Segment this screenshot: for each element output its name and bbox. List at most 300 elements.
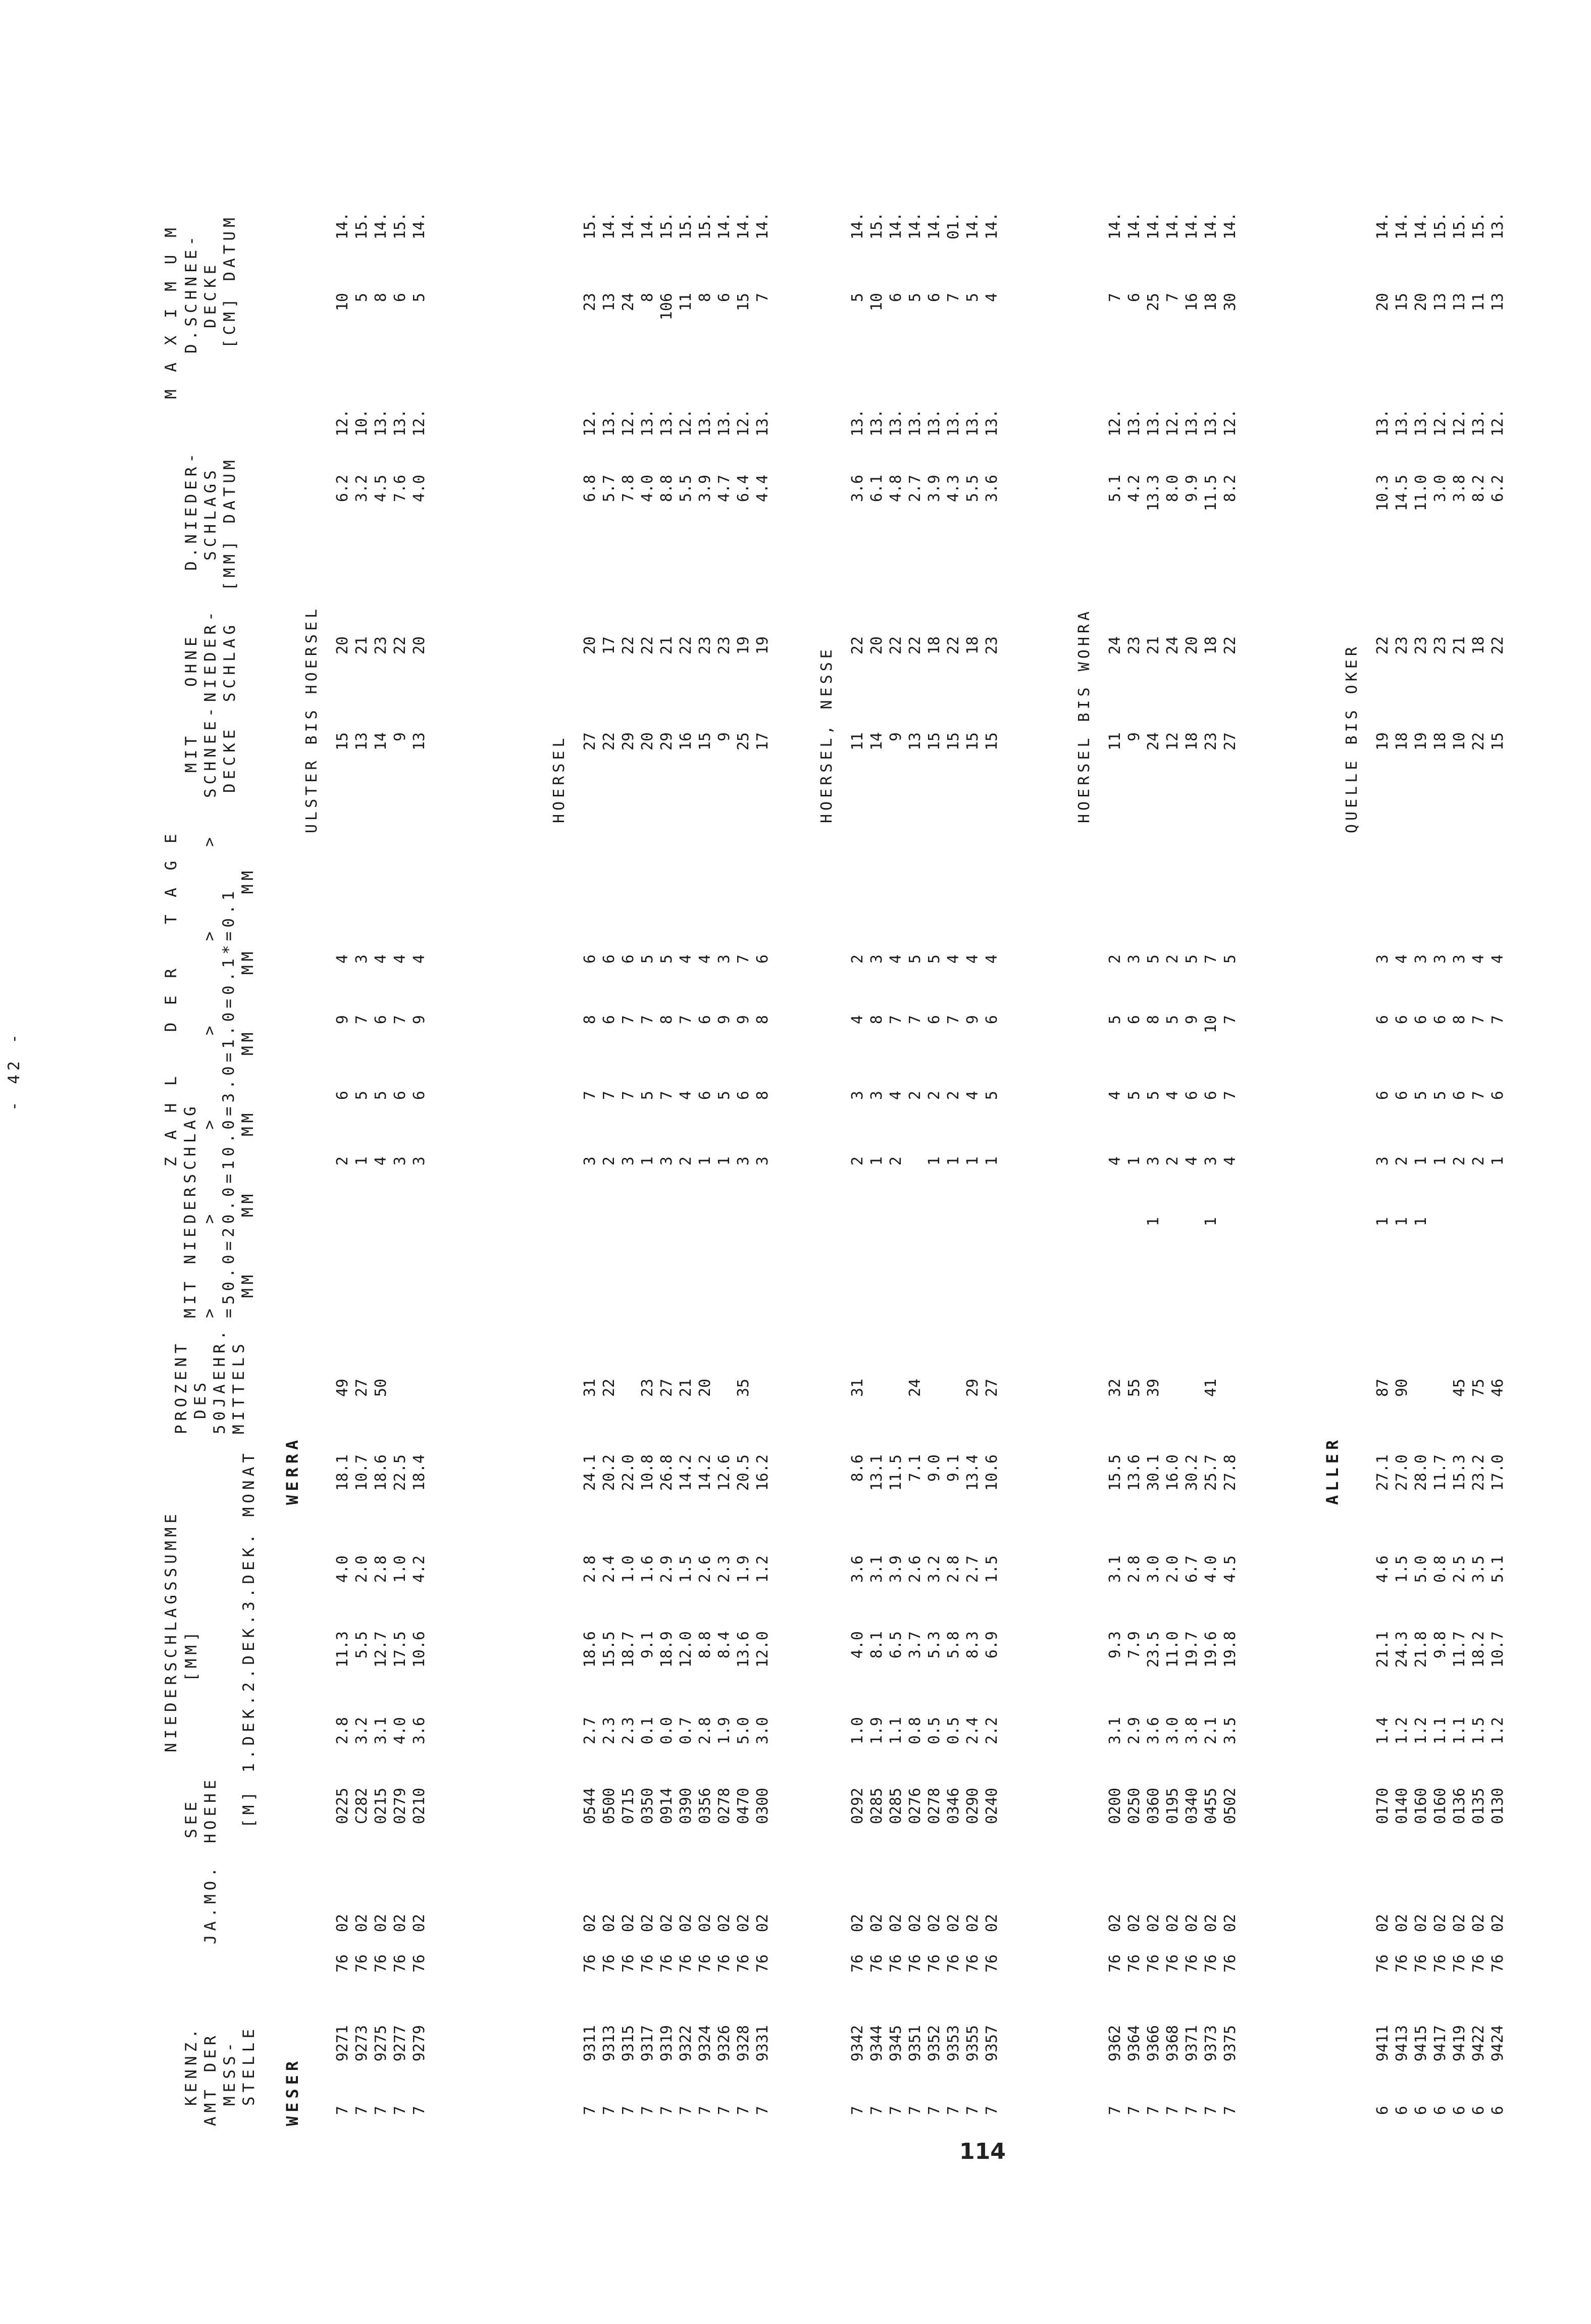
- table-row: [734, 25, 753, 2136]
- cell-c10: 2: [1393, 1156, 1411, 1166]
- cell-mo: 02: [1451, 1914, 1468, 1933]
- max-schnee-3: [CM] DATUM: [221, 214, 239, 348]
- cell-m: 28.0: [1412, 1454, 1430, 1491]
- cell-mx: 6.4: [735, 475, 752, 502]
- cell-amt: 7: [926, 2106, 943, 2115]
- cell-amt: 6: [1412, 2106, 1430, 2115]
- cell-h: 0278: [926, 1788, 943, 1825]
- cell-mx: 3.6: [849, 475, 866, 502]
- cell-mx: 7.6: [391, 475, 409, 502]
- cell-m: 13.6: [1125, 1454, 1143, 1491]
- cell-c10: 3: [1202, 1156, 1220, 1166]
- cell-d1: 0.0: [658, 1717, 676, 1745]
- cell-c3: 6: [391, 1091, 409, 1100]
- cell-id: 9375: [1221, 2025, 1239, 2062]
- cell-mx: 3.2: [353, 475, 371, 502]
- cell-nosnow: 24: [1164, 636, 1182, 655]
- table-row: [581, 25, 600, 2136]
- cell-ja: 76: [334, 1954, 351, 1973]
- cell-nosnow: 22: [887, 636, 905, 655]
- cell-c3: 6: [1451, 1091, 1468, 1100]
- cell-p: 27: [658, 1379, 676, 1397]
- cell-c3: 6: [1393, 1091, 1411, 1100]
- cell-c01: 4: [945, 954, 962, 964]
- table-row: [848, 25, 867, 2136]
- cell-c01: 7: [735, 954, 752, 964]
- prozent-line-4: MITTELS: [230, 1340, 248, 1434]
- cell-d3: 4.5: [1221, 1555, 1239, 1583]
- cell-h: 0500: [600, 1788, 618, 1825]
- cell-c20: 1: [1202, 1217, 1220, 1227]
- cell-m: 27.1: [1374, 1454, 1392, 1491]
- ohne-schnee-2: NIEDER-: [201, 608, 220, 702]
- table-row: [1202, 25, 1221, 2136]
- cell-amt: 7: [1202, 2106, 1220, 2115]
- cell-mx: 13.3: [1145, 475, 1162, 512]
- cell-d1: 1.1: [1431, 1717, 1449, 1745]
- cell-c1: 7: [887, 1015, 905, 1025]
- cell-mo: 02: [410, 1914, 428, 1933]
- cell-d1: 0.7: [677, 1717, 695, 1745]
- cell-sx: 6: [887, 293, 905, 302]
- cell-c01: 2: [849, 954, 866, 964]
- cell-c3: 7: [1221, 1091, 1239, 1100]
- table-row: [1469, 25, 1489, 2136]
- cell-c10: 1: [1412, 1156, 1430, 1166]
- cell-mo: 02: [1106, 1914, 1124, 1933]
- cell-sd: 14.: [1164, 212, 1182, 240]
- table-row: [1431, 25, 1450, 2136]
- cell-sd: 15.: [391, 212, 409, 240]
- cell-c1: 5: [1164, 1015, 1182, 1025]
- cell-ja: 76: [410, 1954, 428, 1973]
- cell-d3: 2.3: [715, 1555, 733, 1583]
- cell-mx: 5.7: [600, 475, 618, 502]
- cell-snow: 9: [887, 732, 905, 742]
- cell-m: 14.2: [677, 1454, 695, 1491]
- zahl-der-tage-title: Z A H L D E R T A G E: [162, 830, 180, 1167]
- cell-id: 9364: [1125, 2025, 1143, 2062]
- cell-d2: 18.9: [658, 1631, 676, 1668]
- cell-m: 22.0: [620, 1454, 637, 1491]
- cell-md: 13.: [1470, 409, 1487, 437]
- cell-sd: 14.: [1393, 212, 1411, 240]
- cell-mo: 02: [1470, 1914, 1487, 1933]
- cell-mo: 02: [1412, 1914, 1430, 1933]
- cell-d3: 2.7: [964, 1555, 982, 1583]
- cell-md: 13.: [1374, 409, 1392, 437]
- cell-snow: 9: [391, 732, 409, 742]
- cell-c10: 1: [1489, 1156, 1507, 1166]
- cell-sd: 14.: [735, 212, 752, 240]
- table-row: [867, 25, 887, 2136]
- cell-sd: 14.: [1412, 212, 1430, 240]
- cell-ja: 76: [1412, 1954, 1430, 1973]
- cell-d1: 0.8: [906, 1717, 924, 1745]
- cell-c1: 9: [1183, 1015, 1201, 1025]
- cell-c01: 3: [715, 954, 733, 964]
- cell-sx: 13: [1451, 293, 1468, 312]
- cell-amt: 6: [1431, 2106, 1449, 2115]
- cell-snow: 25: [735, 732, 752, 751]
- cell-nosnow: 22: [1374, 636, 1392, 655]
- cell-sx: 15: [1393, 293, 1411, 312]
- cell-m: 16.0: [1164, 1454, 1182, 1491]
- cell-c01: 6: [581, 954, 599, 964]
- cell-c3: 2: [945, 1091, 962, 1100]
- cell-c3: 8: [754, 1091, 772, 1100]
- cell-sd: 14.: [1125, 212, 1143, 240]
- cell-md: 13.: [926, 409, 943, 437]
- cell-mx: 4.4: [754, 475, 772, 502]
- cell-id: 9419: [1451, 2025, 1468, 2062]
- cell-sd: 14.: [1202, 212, 1220, 240]
- cell-c1: 6: [983, 1015, 1001, 1025]
- cell-d2: 8.3: [964, 1631, 982, 1659]
- cell-d3: 3.6: [849, 1555, 866, 1583]
- cell-p: 55: [1125, 1379, 1143, 1397]
- cell-id: 9371: [1183, 2025, 1201, 2062]
- cell-h: 0140: [1393, 1788, 1411, 1825]
- cell-sd: 15.: [353, 212, 371, 240]
- cell-mo: 02: [754, 1914, 772, 1933]
- cell-mx: 4.8: [887, 475, 905, 502]
- cell-md: 13.: [887, 409, 905, 437]
- thresholds-unit: MM MM MM MM MM MM: [239, 867, 257, 1298]
- cell-d3: 2.4: [600, 1555, 618, 1583]
- cell-mx: 3.6: [983, 475, 1001, 502]
- cell-mx: 4.5: [372, 475, 390, 502]
- cell-sd: 15.: [1451, 212, 1468, 240]
- cell-mo: 02: [620, 1914, 637, 1933]
- cell-c1: 7: [353, 1015, 371, 1025]
- cell-c10: 4: [1221, 1156, 1239, 1166]
- cell-id: 9331: [754, 2025, 772, 2062]
- cell-md: 12.: [1106, 409, 1124, 437]
- cell-mo: 02: [1125, 1914, 1143, 1933]
- cell-ja: 76: [1431, 1954, 1449, 1973]
- cell-sd: 15.: [581, 212, 599, 240]
- cell-d1: 2.7: [581, 1717, 599, 1745]
- cell-d1: 1.0: [849, 1717, 866, 1745]
- cell-sd: 14.: [1145, 212, 1162, 240]
- ohne-schnee-1: OHNE: [182, 633, 200, 687]
- cell-c3: 6: [410, 1091, 428, 1100]
- cell-ja: 76: [677, 1954, 695, 1973]
- cell-md: 12.: [620, 409, 637, 437]
- cell-c3: 5: [1412, 1091, 1430, 1100]
- cell-mx: 3.9: [926, 475, 943, 502]
- cell-mx: 5.5: [964, 475, 982, 502]
- cell-c1: 7: [1470, 1015, 1487, 1025]
- cell-d1: 2.4: [964, 1717, 982, 1745]
- cell-m: 30.1: [1145, 1454, 1162, 1491]
- thresholds-eq: =50.0=20.0=10.0=3.0=1.0=0.1*=0.1: [220, 887, 238, 1318]
- cell-sd: 14.: [372, 212, 390, 240]
- cell-m: 8.6: [849, 1454, 866, 1482]
- hoehe-header: HOEHE: [201, 1776, 220, 1843]
- cell-snow: 15: [926, 732, 943, 751]
- cell-d3: 3.1: [1106, 1555, 1124, 1583]
- cell-d3: 1.5: [1393, 1555, 1411, 1583]
- table-row: [638, 25, 657, 2136]
- cell-id: 9326: [715, 2025, 733, 2062]
- cell-id: 9277: [391, 2025, 409, 2062]
- cell-c1: 8: [1145, 1015, 1162, 1025]
- cell-snow: 12: [1164, 732, 1182, 751]
- cell-d3: 3.2: [926, 1555, 943, 1583]
- cell-p: 22: [600, 1379, 618, 1397]
- cell-amt: 7: [620, 2106, 637, 2115]
- cell-ja: 76: [715, 1954, 733, 1973]
- cell-ja: 76: [868, 1954, 886, 1973]
- section-subtitle: ULSTER BIS HOERSEL: [303, 605, 321, 833]
- cell-mo: 02: [696, 1914, 714, 1933]
- cell-c3: 2: [926, 1091, 943, 1100]
- cell-d3: 1.6: [639, 1555, 656, 1583]
- cell-c01: 4: [410, 954, 428, 964]
- cell-mx: 11.0: [1412, 475, 1430, 512]
- cell-mo: 02: [1431, 1914, 1449, 1933]
- cell-mo: 02: [926, 1914, 943, 1933]
- table-row: [906, 25, 925, 2136]
- cell-sx: 16: [1183, 293, 1201, 312]
- cell-mx: 6.2: [1489, 475, 1507, 502]
- cell-nosnow: 20: [334, 636, 351, 655]
- cell-sd: 15.: [1470, 212, 1487, 240]
- cell-mo: 02: [334, 1914, 351, 1933]
- cell-d2: 5.3: [926, 1631, 943, 1659]
- cell-sd: 14.: [334, 212, 351, 240]
- section-subtitle: HOERSEL, NESSE: [818, 646, 836, 823]
- cell-nosnow: 19: [754, 636, 772, 655]
- cell-c10: 4: [1106, 1156, 1124, 1166]
- cell-c10: 3: [620, 1156, 637, 1166]
- page-header: - 42 -: [5, 1030, 23, 1111]
- cell-id: 9345: [887, 2025, 905, 2062]
- cell-mo: 02: [391, 1914, 409, 1933]
- cell-c10: 2: [1470, 1156, 1487, 1166]
- cell-amt: 7: [410, 2106, 428, 2115]
- max-nieder-2: SCHLAGS: [201, 466, 220, 561]
- cell-c01: 3: [1125, 954, 1143, 964]
- cell-amt: 7: [868, 2106, 886, 2115]
- cell-ja: 76: [887, 1954, 905, 1973]
- cell-h: 0225: [334, 1788, 351, 1825]
- cell-mx: 3.8: [1451, 475, 1468, 502]
- cell-snow: 18: [1393, 732, 1411, 751]
- cell-md: 10.: [353, 409, 371, 437]
- cell-sd: 15.: [677, 212, 695, 240]
- cell-c3: 6: [735, 1091, 752, 1100]
- cell-snow: 14: [372, 732, 390, 751]
- cell-d3: 3.1: [868, 1555, 886, 1583]
- table-row: [600, 25, 619, 2136]
- table-row: [657, 25, 677, 2136]
- cell-c10: 1: [964, 1156, 982, 1166]
- cell-c10: 1: [1125, 1156, 1143, 1166]
- cell-m: 30.2: [1183, 1454, 1201, 1491]
- cell-c1: 8: [868, 1015, 886, 1025]
- cell-mo: 02: [353, 1914, 371, 1933]
- cell-c1: 7: [945, 1015, 962, 1025]
- cell-sd: 14.: [1106, 212, 1124, 240]
- cell-h: 0285: [868, 1788, 886, 1825]
- max-schnee-1: D.SCHNEE-: [182, 232, 200, 353]
- cell-mx: 10.3: [1374, 475, 1392, 512]
- cell-nosnow: 23: [983, 636, 1001, 655]
- cell-amt: 7: [754, 2106, 772, 2115]
- cell-p: 75: [1470, 1379, 1487, 1397]
- cell-sx: 106: [658, 293, 676, 321]
- cell-c3: 5: [639, 1091, 656, 1100]
- cell-c01: 3: [353, 954, 371, 964]
- cell-sx: 11: [677, 293, 695, 312]
- cell-m: 22.5: [391, 1454, 409, 1491]
- cell-d1: 3.1: [372, 1717, 390, 1745]
- cell-c01: 4: [1393, 954, 1411, 964]
- cell-md: 12.: [677, 409, 695, 437]
- dek-header: 1.DEK.2.DEK.3.DEK. MONAT: [240, 1449, 258, 1773]
- cell-c1: 8: [1451, 1015, 1468, 1025]
- kennz-line-2: AMT DER: [201, 2032, 220, 2126]
- cell-id: 9324: [696, 2025, 714, 2062]
- cell-d3: 3.0: [1145, 1555, 1162, 1583]
- cell-mo: 02: [887, 1914, 905, 1933]
- cell-nosnow: 18: [964, 636, 982, 655]
- cell-id: 9315: [620, 2025, 637, 2062]
- cell-id: 9311: [581, 2025, 599, 2062]
- cell-snow: 22: [600, 732, 618, 751]
- cell-mo: 02: [600, 1914, 618, 1933]
- table-row: [1393, 25, 1412, 2136]
- cell-md: 13.: [906, 409, 924, 437]
- cell-sx: 5: [410, 293, 428, 302]
- cell-sx: 7: [1164, 293, 1182, 302]
- cell-md: 13.: [1145, 409, 1162, 437]
- cell-d2: 9.3: [1106, 1631, 1124, 1659]
- cell-m: 9.1: [945, 1454, 962, 1482]
- cell-d1: 0.5: [945, 1717, 962, 1745]
- cell-d3: 2.8: [1125, 1555, 1143, 1583]
- cell-snow: 13: [906, 732, 924, 751]
- cell-m: 20.5: [735, 1454, 752, 1491]
- table-row: [753, 25, 773, 2136]
- jamo-header: JA.MO.: [201, 1863, 220, 1944]
- cell-d1: 2.8: [696, 1717, 714, 1745]
- cell-c10: 1: [926, 1156, 943, 1166]
- cell-d3: 1.5: [983, 1555, 1001, 1583]
- cell-m: 10.8: [639, 1454, 656, 1491]
- cell-d1: 1.1: [887, 1717, 905, 1745]
- cell-sd: 14.: [906, 212, 924, 240]
- cell-sd: 14.: [1221, 212, 1239, 240]
- river-label: WESER: [283, 2057, 302, 2126]
- cell-d2: 18.6: [581, 1631, 599, 1668]
- cell-ja: 76: [1183, 1954, 1201, 1973]
- table-row: [1489, 25, 1508, 2136]
- cell-id: 9317: [639, 2025, 656, 2062]
- cell-amt: 7: [353, 2106, 371, 2115]
- cell-c10: 1: [715, 1156, 733, 1166]
- cell-md: 13.: [849, 409, 866, 437]
- cell-id: 9344: [868, 2025, 886, 2062]
- cell-d1: 2.3: [600, 1717, 618, 1745]
- cell-d1: 1.2: [1393, 1717, 1411, 1745]
- cell-id: 9417: [1431, 2025, 1449, 2062]
- cell-c1: 6: [1125, 1015, 1143, 1025]
- cell-snow: 11: [849, 732, 866, 751]
- table-row: [1450, 25, 1469, 2136]
- cell-md: 12.: [1221, 409, 1239, 437]
- ohne-schnee-3: SCHLAG: [221, 621, 239, 702]
- table-row: [372, 25, 391, 2136]
- cell-nosnow: 23: [696, 636, 714, 655]
- cell-nosnow: 18: [926, 636, 943, 655]
- cell-c01: 4: [1470, 954, 1487, 964]
- cell-c3: 5: [353, 1091, 371, 1100]
- cell-ja: 76: [372, 1954, 390, 1973]
- cell-p: 90: [1393, 1379, 1411, 1397]
- cell-c01: 6: [600, 954, 618, 964]
- cell-m: 18.1: [334, 1454, 351, 1491]
- cell-c1: 7: [620, 1015, 637, 1025]
- cell-nosnow: 20: [581, 636, 599, 655]
- cell-d3: 1.9: [735, 1555, 752, 1583]
- cell-nosnow: 23: [1125, 636, 1143, 655]
- table-row: [677, 25, 696, 2136]
- cell-m: 13.1: [868, 1454, 886, 1491]
- cell-mx: 8.0: [1164, 475, 1182, 502]
- cell-amt: 7: [735, 2106, 752, 2115]
- cell-id: 9313: [600, 2025, 618, 2062]
- table-row: [1125, 25, 1144, 2136]
- cell-c01: 4: [677, 954, 695, 964]
- cell-h: 0470: [735, 1788, 752, 1825]
- cell-d3: 2.0: [353, 1555, 371, 1583]
- cell-h: 0914: [658, 1788, 676, 1825]
- cell-p: 35: [735, 1379, 752, 1397]
- cell-m: 16.2: [754, 1454, 772, 1491]
- cell-mo: 02: [735, 1914, 752, 1933]
- cell-mx: 7.8: [620, 475, 637, 502]
- cell-d2: 5.8: [945, 1631, 962, 1659]
- table-row: [391, 25, 410, 2136]
- cell-sx: 10: [334, 293, 351, 312]
- cell-c3: 5: [983, 1091, 1001, 1100]
- cell-c1: 6: [1374, 1015, 1392, 1025]
- cell-h: 0135: [1470, 1788, 1487, 1825]
- cell-id: 9351: [906, 2025, 924, 2062]
- cell-md: 13.: [983, 409, 1001, 437]
- cell-c1: 8: [658, 1015, 676, 1025]
- cell-d2: 4.0: [849, 1631, 866, 1659]
- cell-h: 0278: [715, 1788, 733, 1825]
- cell-m: 10.6: [983, 1454, 1001, 1491]
- cell-c1: 8: [754, 1015, 772, 1025]
- cell-p: 20: [696, 1379, 714, 1397]
- cell-c3: 4: [677, 1091, 695, 1100]
- cell-p: 23: [639, 1379, 656, 1397]
- cell-ja: 76: [754, 1954, 772, 1973]
- cell-sd: 14.: [620, 212, 637, 240]
- cell-mx: 4.0: [639, 475, 656, 502]
- cell-sx: 23: [581, 293, 599, 312]
- cell-p: 46: [1489, 1379, 1507, 1397]
- cell-mo: 02: [1393, 1914, 1411, 1933]
- table-row: [983, 25, 1002, 2136]
- cell-mo: 02: [715, 1914, 733, 1933]
